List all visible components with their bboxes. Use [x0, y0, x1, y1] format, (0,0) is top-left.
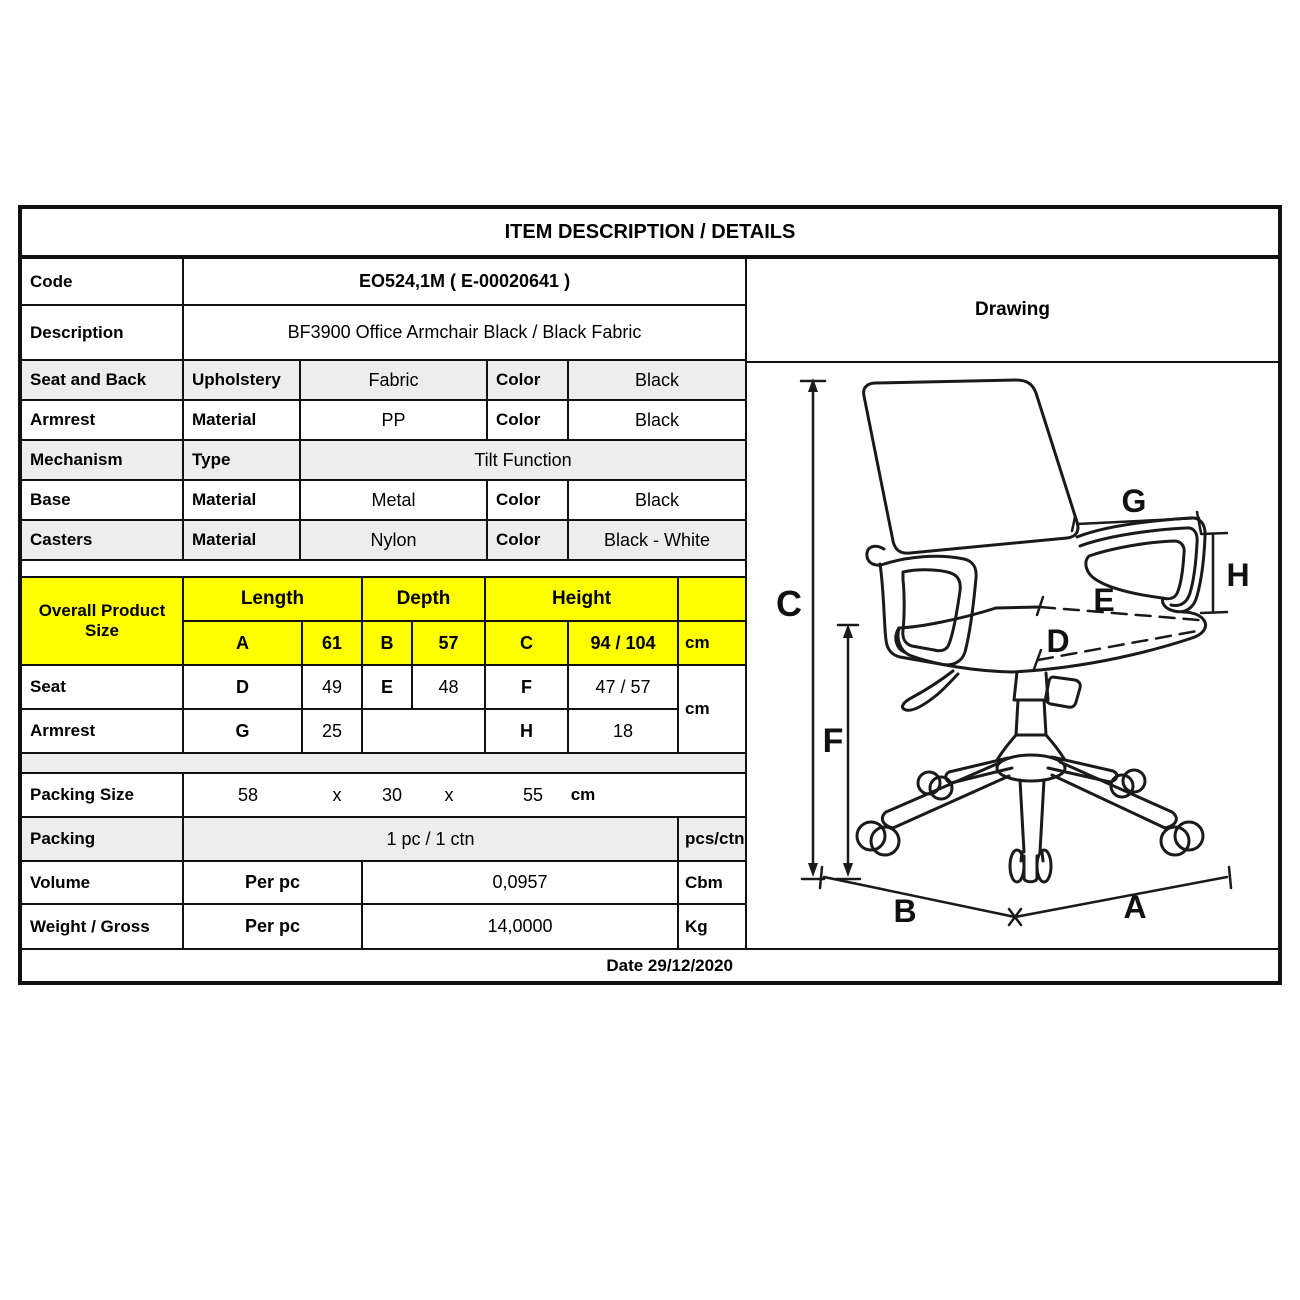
packing-size-label: Packing Size: [22, 774, 184, 816]
dim-b-value: 57: [413, 622, 486, 664]
packing-value: 1 pc / 1 ctn: [184, 818, 679, 860]
dim-arrow: [843, 863, 853, 877]
spec-row-armrest: [22, 401, 745, 441]
caster-wheel: [1037, 850, 1051, 882]
dim-b-key: B: [363, 622, 413, 664]
spec-value: Metal: [301, 481, 488, 519]
depth-header: Depth: [363, 578, 486, 620]
spec-label: Base: [22, 481, 184, 519]
dim-d-value: 49: [303, 666, 363, 708]
description-row: [22, 306, 745, 361]
armrest-row-label: Armrest: [22, 710, 184, 752]
dim-e-value: 48: [413, 666, 486, 708]
code-label: Code: [22, 259, 184, 304]
caster-wheel: [1010, 850, 1024, 882]
volume-value: 0,0957: [363, 862, 679, 903]
spec-color-value: Black: [634, 409, 679, 430]
size-overall-row: [184, 622, 745, 666]
spec-label: Armrest: [22, 401, 184, 439]
spec-row-seat-and-back: [22, 361, 745, 401]
spec-attr: Material: [184, 401, 301, 439]
dim-h-value: 18: [569, 710, 679, 752]
volume-row: [22, 862, 745, 905]
date-row: [22, 950, 745, 981]
dim-a-key: A: [184, 622, 303, 664]
spacer-row: [22, 561, 745, 578]
spec-attr: Upholstery: [184, 361, 301, 399]
length-header: Length: [184, 578, 363, 620]
description-value: BF3900 Office Armchair Black / Black Fabric: [287, 322, 642, 342]
dim-c-value: 94 / 104: [569, 622, 679, 664]
drawing-header: [747, 259, 1278, 363]
spec-label: Mechanism: [22, 441, 184, 479]
spec-value: Tilt Function: [474, 449, 572, 470]
packing-size-value: [184, 774, 745, 816]
dim-a-value: 61: [303, 622, 363, 664]
dim-arrow: [808, 863, 818, 877]
drawing-header-text: Drawing: [975, 299, 1050, 320]
volume-per: Per pc: [184, 862, 363, 903]
dim-c-key: C: [486, 622, 569, 664]
packing-unit: pcs/ctn: [685, 829, 745, 848]
overall-unit: cm: [685, 633, 710, 652]
sheet-title: [22, 209, 1278, 259]
seat-dash-e: [1040, 607, 1199, 620]
spacer-row-gray: [22, 754, 745, 774]
spec-row-base: [22, 481, 745, 521]
spec-value: PP: [301, 401, 488, 439]
left-armrest-hole: [903, 570, 960, 651]
code-value: EO524,1M ( E-00020641 ): [358, 271, 571, 291]
chair-drawing: [747, 363, 1278, 948]
spec-value: Fabric: [301, 361, 488, 399]
weight-label: Weight / Gross: [22, 905, 184, 948]
drawing-label-b: B: [893, 893, 917, 929]
packing-size-unit: cm: [570, 785, 596, 804]
height-header: Height: [486, 578, 679, 620]
spec-label: Seat and Back: [22, 361, 184, 399]
spec-attr: Type: [184, 441, 301, 479]
spec-attr: Material: [184, 521, 301, 559]
drawing-label-g: G: [1121, 483, 1147, 519]
dim-g-key: G: [184, 710, 303, 752]
leg-front: [1020, 780, 1044, 852]
seat-dims-row: [22, 666, 679, 710]
spec-color-value: Black: [634, 369, 679, 390]
volume-unit: Cbm: [685, 872, 723, 892]
dim-e-key: E: [363, 666, 413, 708]
dim-g-value: 25: [303, 710, 363, 752]
size-section-label: Overall Product Size: [22, 578, 184, 666]
spec-color-label: Color: [488, 521, 569, 559]
tilt-lever: [902, 671, 958, 710]
spec-color-value: Black - White: [603, 529, 711, 550]
armrest-dims-row: [22, 710, 679, 754]
packing-size-l: 58: [237, 784, 259, 805]
drawing-label-f: F: [822, 722, 844, 760]
spec-row-casters: [22, 521, 745, 561]
gas-lift: [997, 672, 1065, 760]
spec-color-label: Color: [488, 401, 569, 439]
spec-sheet: [18, 205, 1282, 985]
seat-row-label: Seat: [22, 666, 184, 708]
drawing-label-d: D: [1046, 623, 1070, 659]
seat-back-edge2: [996, 607, 1040, 608]
spec-value: Nylon: [301, 521, 488, 559]
empty-cell: [363, 710, 486, 752]
description-label: Description: [22, 306, 184, 359]
sheet-title-text: ITEM DESCRIPTION / DETAILS: [504, 220, 796, 243]
spec-attr: Material: [184, 481, 301, 519]
volume-label: Volume: [22, 862, 184, 903]
spec-color-label: Color: [488, 361, 569, 399]
packing-size-x2: x: [444, 784, 454, 805]
date-text: Date 29/12/2020: [606, 955, 733, 975]
dim-line-c: [801, 381, 825, 879]
drawing-label-c: C: [776, 583, 802, 624]
packing-size-h: 55: [522, 784, 544, 805]
backrest: [864, 380, 1078, 553]
packing-size-d: 30: [381, 784, 403, 805]
dim-f-key: F: [486, 666, 569, 708]
weight-per: Per pc: [184, 905, 363, 948]
chair-outline: [857, 380, 1206, 882]
spec-color-value: Black: [634, 489, 679, 510]
seat-armrest-unit: cm: [679, 666, 745, 754]
packing-size-x1: x: [332, 784, 342, 805]
drawing-label-h: H: [1226, 557, 1250, 593]
packing-size-row: [22, 774, 745, 818]
drawing-label-a: A: [1123, 889, 1147, 925]
dim-f-value: 47 / 57: [569, 666, 679, 708]
size-header-unit-cell: [679, 578, 745, 620]
adjust-knob: [1046, 677, 1081, 707]
spec-row-mechanism: [22, 441, 745, 481]
packing-label: Packing: [22, 818, 184, 860]
spec-color-label: Color: [488, 481, 569, 519]
dim-h-key: H: [486, 710, 569, 752]
weight-unit: Kg: [685, 916, 708, 936]
packing-row: [22, 818, 745, 862]
weight-row: [22, 905, 745, 948]
size-header-row: [184, 578, 745, 622]
code-row: [22, 259, 745, 306]
weight-value: 14,0000: [363, 905, 679, 948]
spec-label: Casters: [22, 521, 184, 559]
drawing-label-e: E: [1093, 582, 1115, 618]
dim-d-key: D: [184, 666, 303, 708]
